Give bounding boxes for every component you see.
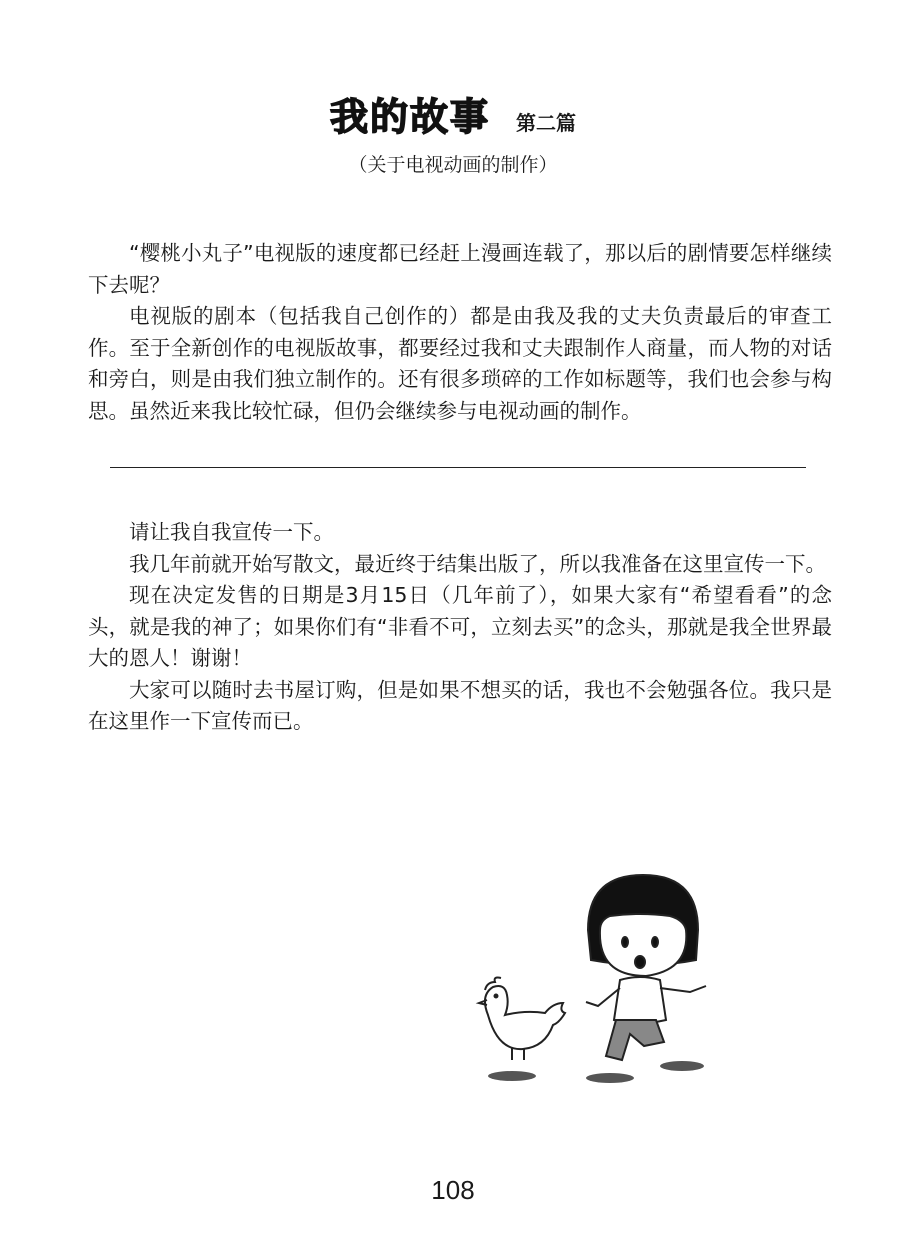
title-main: 我的故事 [329, 95, 490, 139]
paragraph: 我几年前就开始写散文，最近终于结集出版了，所以我准备在这里宣传一下。 [129, 551, 826, 576]
section-book-promotion [88, 517, 832, 738]
section-anime-production [88, 238, 832, 427]
title-part: 第二篇 [516, 111, 576, 135]
page-number: 108 [431, 1175, 475, 1205]
shadow [660, 1061, 704, 1071]
shadow [586, 1073, 634, 1083]
shadow [488, 1071, 536, 1081]
illustration-girl-and-chicken [460, 870, 740, 1090]
paragraph: 请让我自我宣传一下。 [129, 520, 334, 544]
divider [110, 467, 806, 468]
paragraph: 电视版的剧本（包括我自己创作的）都是由我及我的丈夫负责最后的审查工作。至于全新创作的电视版故事，都要经过我和丈夫跟制作人商量，而人物的对话和旁白，则是由我们独立制作的。还有很多琐碎的工作如标题等，我们也会参与构思。虽然近来我比较忙碌，但仍会继续参与电视动画的制作。 [88, 304, 832, 423]
girl-illustration [586, 875, 706, 1060]
chicken-illustration [479, 978, 565, 1061]
paragraph: 现在决定发售的日期是3月15日（几年前了），如果大家有“希望看看”的念头，就是我的神了；如果你们有“非看不可，立刻去买”的念头，那就是我全世界最大的恩人！谢谢！ [88, 583, 832, 670]
paragraph: 大家可以随时去书屋订购，但是如果不想买的话，我也不会勉强各位。我只是在这里作一下宣传而已。 [88, 677, 832, 733]
page-title [0, 86, 906, 141]
subtitle: （关于电视动画的制作） [348, 154, 558, 176]
paragraph: “樱桃小丸子”电视版的速度都已经赶上漫画连载了，那以后的剧情要怎样继续下去呢？ [88, 241, 832, 297]
